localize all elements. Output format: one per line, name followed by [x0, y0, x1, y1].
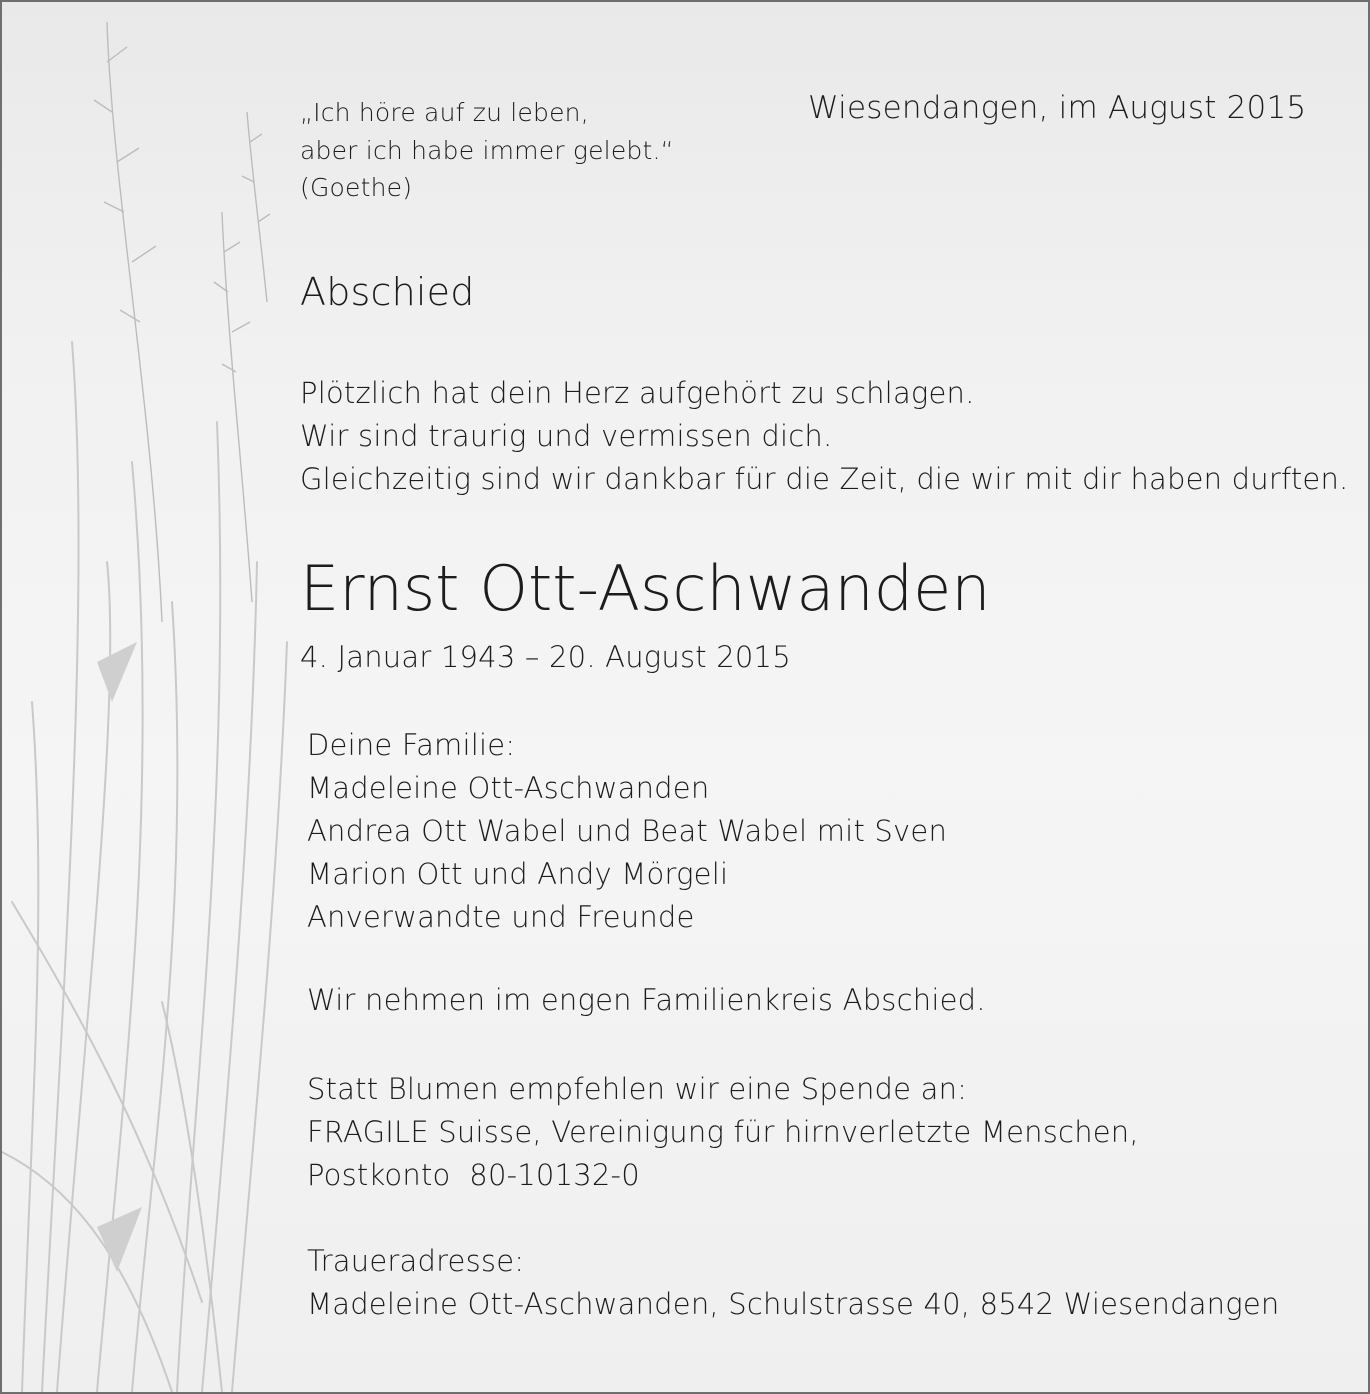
- donation-info: [307, 1068, 1139, 1197]
- donation-account: Postkonto 80-10132-0: [307, 1158, 640, 1192]
- quote-source: (Goethe): [300, 173, 413, 202]
- donation-line: Statt Blumen empfehlen wir eine Spende an:: [307, 1072, 968, 1106]
- mourning-address: [307, 1240, 1279, 1326]
- quote-line: „Ich höre auf zu leben,: [300, 98, 589, 127]
- paragraph-line: Wir sind traurig und vermissen dich.: [300, 419, 833, 453]
- family-list: [307, 724, 947, 939]
- family-label: Deine Familie:: [307, 728, 516, 762]
- family-member: Marion Ott und Andy Mörgeli: [307, 857, 729, 891]
- donation-line: FRAGILE Suisse, Vereinigung für hirnverletzte Menschen,: [307, 1115, 1139, 1149]
- place-and-date: Wiesendangen, im August 2015: [808, 90, 1307, 126]
- address-value: Madeleine Ott-Aschwanden, Schulstrasse 40, 8542 Wiesendangen: [307, 1287, 1280, 1321]
- family-member: Anverwandte und Freunde: [307, 900, 695, 934]
- farewell-note: Wir nehmen im engen Familienkreis Abschied.: [307, 983, 986, 1017]
- condolence-paragraph: [300, 372, 1348, 501]
- deceased-name: Ernst Ott-Aschwanden: [300, 552, 991, 625]
- grass-decoration-image: [2, 2, 322, 1392]
- notice-heading: Abschied: [300, 270, 475, 314]
- quote-line: aber ich habe immer gelebt.“: [300, 135, 674, 165]
- goethe-quote: [300, 94, 674, 207]
- family-member: Andrea Ott Wabel und Beat Wabel mit Sven: [307, 814, 948, 848]
- paragraph-line: Gleichzeitig sind wir dankbar für die Zeit, die wir mit dir haben durften.: [300, 462, 1349, 496]
- address-label: Traueradresse:: [307, 1244, 525, 1278]
- family-member: Madeleine Ott-Aschwanden: [307, 771, 710, 805]
- life-dates: 4. Januar 1943 – 20. August 2015: [300, 640, 791, 674]
- paragraph-line: Plötzlich hat dein Herz aufgehört zu schlagen.: [300, 376, 975, 410]
